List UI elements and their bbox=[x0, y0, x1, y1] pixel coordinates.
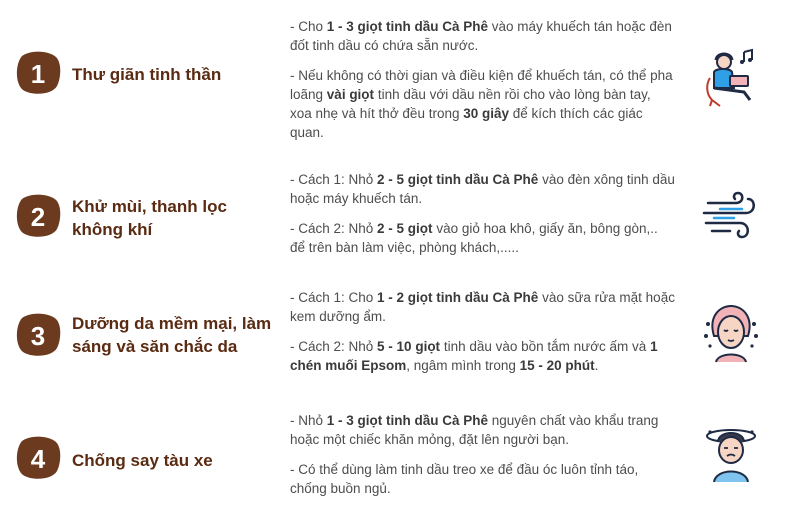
text-segment: , ngâm mình trong bbox=[406, 358, 520, 373]
description-paragraph bbox=[290, 219, 675, 257]
text-segment: - Cách 2: Nhỏ bbox=[290, 221, 378, 236]
text-segment: - Nhỏ bbox=[290, 413, 327, 428]
item-description bbox=[290, 17, 675, 153]
highlight-text: 1 chén muối Epsom bbox=[290, 339, 658, 373]
dizzy-person-icon bbox=[700, 422, 762, 484]
description-paragraph bbox=[290, 460, 675, 498]
text-segment: tinh dầu với dầu nền rồi cho vào lòng bàn tay, xoa nhẹ và hít thở đều trong bbox=[290, 87, 651, 121]
wind-air-icon bbox=[700, 185, 762, 247]
highlight-text: 2 - 5 giọt tinh dầu Cà Phê bbox=[377, 172, 539, 187]
badge-number: 1 bbox=[30, 59, 46, 89]
description-paragraph bbox=[290, 411, 675, 449]
highlight-text: 1 - 3 giọt tinh dầu Cà Phê bbox=[326, 19, 489, 34]
badge-number: 4 bbox=[30, 444, 46, 474]
text-segment: - Có thể dùng làm tinh dầu treo xe để đầu óc luôn tỉnh táo, chống buồn ngủ. bbox=[290, 462, 639, 496]
item-title: Dưỡng da mềm mại, làm sáng và săn chắc da bbox=[72, 314, 272, 356]
number-badge bbox=[14, 50, 62, 96]
person-relaxing-music-icon bbox=[700, 48, 762, 110]
item-description bbox=[290, 411, 675, 509]
text-segment: nguyên chất vào khẩu trang hoặc một chiếc khăn mỏng, đặt lên người bạn. bbox=[290, 413, 659, 447]
description-paragraph bbox=[290, 17, 675, 55]
woman-face-skincare-icon bbox=[700, 302, 762, 364]
badge-number: 3 bbox=[30, 321, 46, 351]
text-segment: - Cách 2: Nhỏ bbox=[290, 339, 378, 354]
text-segment: - Cách 1: Cho bbox=[290, 290, 378, 305]
text-segment: để kích thích các giác quan. bbox=[290, 106, 643, 140]
number-badge bbox=[14, 312, 62, 358]
item-description bbox=[290, 288, 675, 386]
text-segment: tinh dầu vào bồn tắm nước ấm và bbox=[440, 339, 651, 354]
highlight-text: 1 - 3 giọt tinh dầu Cà Phê bbox=[326, 413, 489, 428]
text-segment: - Nếu không có thời gian và điều kiện để khuếch tán, có thể pha loãng bbox=[290, 68, 673, 102]
highlight-text: 15 - 20 phút bbox=[519, 358, 595, 373]
text-segment: vào giỏ hoa khô, giấy ăn, bông gòn,.. để trên bàn làm việc, phòng khách,..... bbox=[290, 221, 658, 255]
item-title: Chống say tàu xe bbox=[72, 451, 213, 470]
badge-number: 2 bbox=[30, 202, 46, 232]
number-badge bbox=[14, 435, 62, 481]
number-badge bbox=[14, 193, 62, 239]
text-segment: vào sữa rửa mặt hoặc kem dưỡng ẩm. bbox=[290, 290, 675, 324]
description-paragraph bbox=[290, 66, 675, 142]
text-segment: - Cho bbox=[290, 19, 327, 34]
highlight-text: 30 giây bbox=[463, 106, 510, 121]
text-segment: - Cách 1: Nhỏ bbox=[290, 172, 378, 187]
highlight-text: 5 - 10 giọt bbox=[377, 339, 441, 354]
text-segment: vào máy khuếch tán hoặc đèn đốt tinh dầu có chứa sẵn nước. bbox=[290, 19, 672, 53]
highlight-text: 2 - 5 giọt bbox=[377, 221, 433, 236]
item-description bbox=[290, 170, 675, 268]
item-title: Khử mùi, thanh lọc không khí bbox=[72, 197, 227, 239]
highlight-text: vài giọt bbox=[326, 87, 375, 102]
item-title: Thư giãn tinh thần bbox=[72, 65, 222, 84]
description-paragraph bbox=[290, 170, 675, 208]
text-segment: vào đèn xông tinh dầu hoặc máy khuếch tán. bbox=[290, 172, 675, 206]
description-paragraph bbox=[290, 337, 675, 375]
highlight-text: 1 - 2 giọt tinh dầu Cà Phê bbox=[377, 290, 539, 305]
description-paragraph bbox=[290, 288, 675, 326]
text-segment: . bbox=[594, 358, 599, 373]
